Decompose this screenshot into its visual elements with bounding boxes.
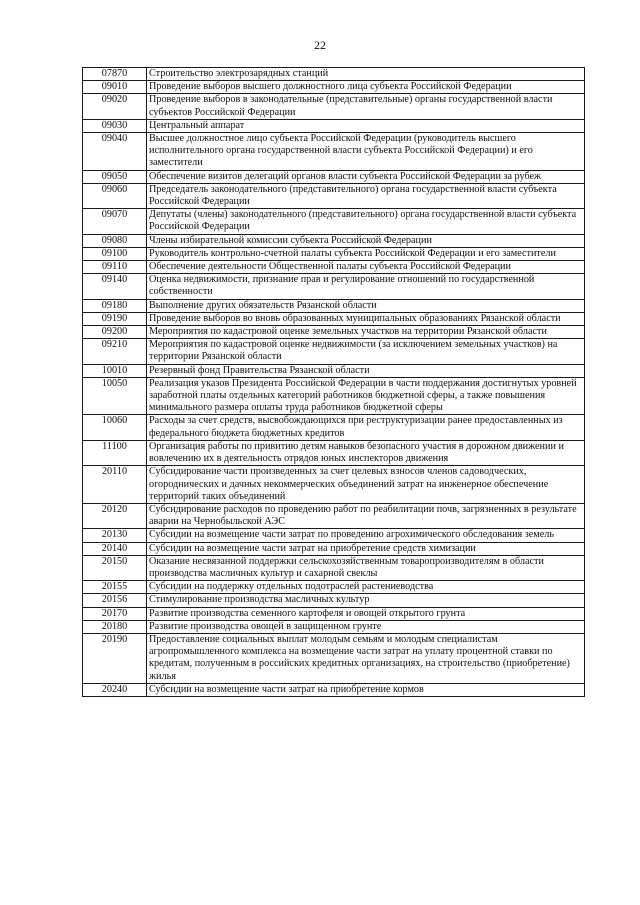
row-code: 10050 [83, 377, 147, 415]
row-code: 20120 [83, 503, 147, 528]
table-row [83, 503, 585, 528]
row-name: Мероприятия по кадастровой оценке недвижимости (за исключением земельных участков) на территории Рязанской области [147, 339, 585, 364]
table-row [83, 466, 585, 504]
table-row [83, 339, 585, 364]
row-code: 20170 [83, 607, 147, 620]
table-row [83, 555, 585, 580]
table-row [83, 326, 585, 339]
table-row [83, 234, 585, 247]
table-row [83, 683, 585, 696]
row-name: Обеспечение визитов делегаций органов власти субъекта Российской Федерации за рубеж [147, 170, 585, 183]
row-code: 20110 [83, 466, 147, 504]
row-name: Оказание несвязанной поддержки сельскохозяйственным товаропроизводителям в области производства масличных культур и сахарной свеклы [147, 555, 585, 580]
row-name: Развитие производства семенного картофеля и овощей открытого грунта [147, 607, 585, 620]
table-row [83, 529, 585, 542]
table-row [83, 209, 585, 234]
table-row [83, 133, 585, 171]
row-code: 09140 [83, 274, 147, 299]
row-code: 20190 [83, 633, 147, 683]
row-code: 09040 [83, 133, 147, 171]
row-code: 20150 [83, 555, 147, 580]
row-name: Расходы за счет средств, высвобождающихся при реструктуризации ранее предоставленных из федерального бюджета бюджетных кредитов [147, 415, 585, 440]
row-code: 09180 [83, 299, 147, 312]
table-row [83, 94, 585, 119]
row-name: Субсидии на поддержку отдельных подотраслей растениеводства [147, 581, 585, 594]
table-row [83, 119, 585, 132]
row-name: Стимулирование производства масличных культур [147, 594, 585, 607]
budget-codes-table [82, 67, 585, 697]
row-code: 09190 [83, 312, 147, 325]
row-name: Обеспечение деятельности Общественной палаты субъекта Российской Федерации [147, 261, 585, 274]
table-row [83, 620, 585, 633]
table-row [83, 81, 585, 94]
row-name: Проведение выборов во вновь образованных муниципальных образованиях Рязанской области [147, 312, 585, 325]
table-row [83, 415, 585, 440]
row-code: 09060 [83, 183, 147, 208]
row-code: 09020 [83, 94, 147, 119]
table-row [83, 68, 585, 81]
table-row [83, 581, 585, 594]
row-name: Члены избирательной комиссии субъекта Российской Федерации [147, 234, 585, 247]
row-name: Депутаты (члены) законодательного (представительного) органа государственной власти субъекта Российской Федерации [147, 209, 585, 234]
row-name: Председатель законодательного (представительного) органа государственной власти субъекта Российской Федерации [147, 183, 585, 208]
table-row [83, 542, 585, 555]
row-name: Субсидии на возмещение части затрат на приобретение средств химизации [147, 542, 585, 555]
row-code: 09030 [83, 119, 147, 132]
row-name: Субсидии на возмещение части затрат по проведению агрохимического обследования земель [147, 529, 585, 542]
row-name: Субсидирование части произведенных за счет целевых взносов членов садоводческих, огороднических и дачных некоммерческих объединений затрат на инженерное обеспечение территорий таких объединений [147, 466, 585, 504]
row-name: Реализация указов Президента Российской Федерации в части поддержания достигнутых уровней заработной платы отдельных категорий работников бюджетной сферы, а также повышения минимального размера оплаты труда работников бюджетной сферы [147, 377, 585, 415]
table-row [83, 607, 585, 620]
row-code: 20155 [83, 581, 147, 594]
row-name: Оценка недвижимости, признание прав и регулирование отношений по государственной собственности [147, 274, 585, 299]
row-name: Строительство электрозарядных станций [147, 68, 585, 81]
row-name: Центральный аппарат [147, 119, 585, 132]
table-row [83, 377, 585, 415]
row-name: Организация работы по привитию детям навыков безопасного участия в дорожном движении и вовлечению их в деятельность отрядов юных инспекторов движения [147, 440, 585, 465]
row-code: 09070 [83, 209, 147, 234]
row-code: 09110 [83, 261, 147, 274]
table-row [83, 633, 585, 683]
row-name: Резервный фонд Правительства Рязанской области [147, 364, 585, 377]
table-row [83, 594, 585, 607]
page-number: 22 [314, 38, 326, 52]
table-row [83, 299, 585, 312]
row-name: Проведение выборов в законодательные (представительные) органы государственной власти субъектов Российской Федерации [147, 94, 585, 119]
row-code: 09200 [83, 326, 147, 339]
row-name: Руководитель контрольно-счетной палаты субъекта Российской Федерации и его заместители [147, 247, 585, 260]
row-code: 09210 [83, 339, 147, 364]
row-code: 10060 [83, 415, 147, 440]
row-name: Субсидии на возмещение части затрат на приобретение кормов [147, 683, 585, 696]
row-code: 20180 [83, 620, 147, 633]
row-code: 09050 [83, 170, 147, 183]
table-row [83, 261, 585, 274]
row-code: 10010 [83, 364, 147, 377]
table-body [83, 68, 585, 697]
table-row [83, 274, 585, 299]
row-code: 09080 [83, 234, 147, 247]
row-code: 09010 [83, 81, 147, 94]
row-name: Высшее должностное лицо субъекта Российской Федерации (руководитель высшего исполнительного органа государственной власти субъекта Российской Федерации) и его заместители [147, 133, 585, 171]
row-code: 20130 [83, 529, 147, 542]
row-name: Проведение выборов высшего должностного лица субъекта Российской Федерации [147, 81, 585, 94]
row-code: 20156 [83, 594, 147, 607]
table-row [83, 312, 585, 325]
row-code: 20140 [83, 542, 147, 555]
table-row [83, 247, 585, 260]
row-code: 09100 [83, 247, 147, 260]
row-code: 07870 [83, 68, 147, 81]
row-code: 20240 [83, 683, 147, 696]
row-name: Предоставление социальных выплат молодым семьям и молодым специалистам агропромышленного комплекса на возмещение части затрат на уплату процентной ставки по кредитам, полученным в российских кредитных организациях, на строительство (приобретение) жилья [147, 633, 585, 683]
table-row [83, 170, 585, 183]
table-row [83, 364, 585, 377]
row-name: Выполнение других обязательств Рязанской области [147, 299, 585, 312]
row-name: Развитие производства овощей в защищенном грунте [147, 620, 585, 633]
row-name: Мероприятия по кадастровой оценке земельных участков на территории Рязанской области [147, 326, 585, 339]
table-row [83, 440, 585, 465]
row-name: Субсидирование расходов по проведению работ по реабилитации почв, загрязненных в результате аварии на Чернобыльской АЭС [147, 503, 585, 528]
table-row [83, 183, 585, 208]
row-code: 11100 [83, 440, 147, 465]
